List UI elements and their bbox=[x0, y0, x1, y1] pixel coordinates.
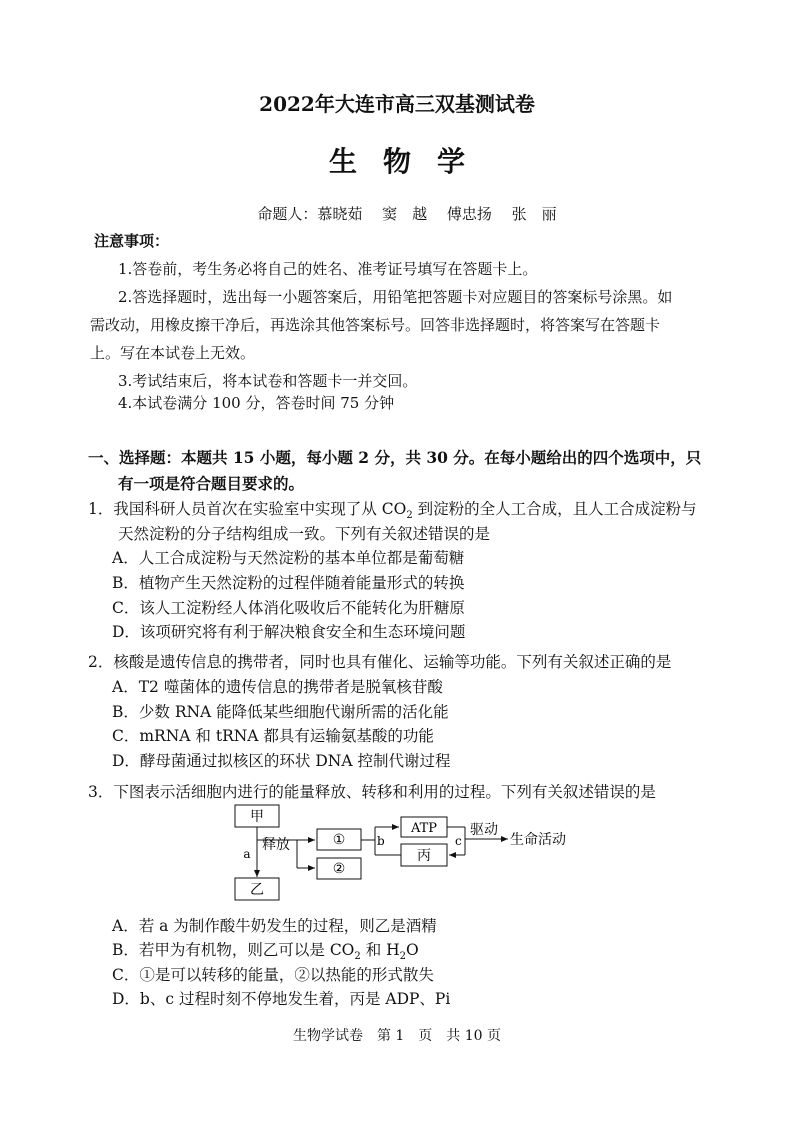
label-atp: ATP bbox=[410, 821, 438, 836]
notice-item-4: 4.本试卷满分 100 分，答卷时间 75 分钟 bbox=[118, 394, 395, 412]
notice-item-3: 3.考试结束后，将本试卷和答题卡一并交回。 bbox=[118, 372, 418, 390]
notice-item-2-line-2: 需改动，用橡皮擦干净后，再选涂其他答案标号。回答非选择题时，将答案写在答题卡 bbox=[90, 316, 661, 334]
section-1-heading-cont: 有一项是符合题目要求的。 bbox=[118, 474, 305, 493]
label-yi: 乙 bbox=[250, 882, 264, 898]
page-footer: 生物学试卷 第 1 页 共 10 页 bbox=[292, 1028, 502, 1044]
authors-line: 命题人：慕晓茹 窦 越 傅忠扬 张 丽 bbox=[257, 205, 557, 223]
label-drive: 驱动 bbox=[470, 822, 498, 838]
energy-flow-diagram bbox=[225, 800, 605, 906]
label-b: b bbox=[377, 834, 385, 848]
q3-option-a: A．若 a 为制作酸牛奶发生的过程，则乙是酒精 bbox=[112, 917, 437, 935]
section-1-heading: 一、选择题：本题共 15 小题，每小题 2 分，共 30 分。在每小题给出的四个选项中，只 bbox=[88, 448, 702, 467]
q3-stem: 3．下图表示活细胞内进行的能量释放、转移和利用的过程。下列有关叙述错误的是 bbox=[88, 783, 656, 801]
notice-item-2-line-3: 上。写在本试卷上无效。 bbox=[90, 344, 256, 362]
label-life: 生命活动 bbox=[510, 832, 566, 848]
label-c: c bbox=[455, 834, 462, 848]
subject-title: 生物学 bbox=[328, 145, 491, 178]
label-one: ① bbox=[332, 832, 346, 848]
label-bing: 丙 bbox=[417, 848, 431, 864]
notice-item-1: 1.答卷前，考生务必将自己的姓名、准考证号填写在答题卡上。 bbox=[118, 260, 538, 278]
q2-option-b: B．少数 RNA 能降低某些细胞代谢所需的活化能 bbox=[112, 703, 449, 721]
q2-option-c: C．mRNA 和 tRNA 都具有运输氨基酸的功能 bbox=[112, 727, 434, 745]
q1-option-c: C．该人工淀粉经人体消化吸收后不能转化为肝糖原 bbox=[112, 599, 465, 617]
notice-item-2-line-1: 2.答选择题时，选出每一小题答案后，用铅笔把答题卡对应题目的答案标号涂黑。如 bbox=[118, 288, 673, 306]
label-jia: 甲 bbox=[250, 809, 264, 825]
q2-option-a: A．T2 噬菌体的遗传信息的携带者是脱氧核苷酸 bbox=[112, 678, 443, 696]
q1-option-d: D．该项研究将有利于解决粮食安全和生态环境问题 bbox=[112, 623, 466, 641]
q3-option-d: D．b、c 过程时刻不停地发生着，丙是 ADP、Pi bbox=[112, 990, 451, 1008]
q1-stem-line-2: 天然淀粉的分子结构组成一致。下列有关叙述错误的是 bbox=[118, 525, 491, 543]
label-two: ② bbox=[332, 861, 346, 877]
q1-option-b: B．植物产生天然淀粉的过程伴随着能量形式的转换 bbox=[112, 574, 465, 592]
q1-stem-line-1: 1．我国科研人员首次在实验室中实现了从 $CO_2$ 到淀粉的全人工合成，且人工合成淀粉与 bbox=[88, 500, 697, 522]
q2-option-d: D．酵母菌通过拟核区的环状 DNA 控制代谢过程 bbox=[112, 752, 451, 770]
q1-option-a: A．人工合成淀粉与天然淀粉的基本单位都是葡萄糖 bbox=[112, 549, 465, 567]
q3-option-c: C．①是可以转移的能量，②以热能的形式散失 bbox=[112, 966, 434, 984]
exam-title: 2022年大连市高三双基测试卷 bbox=[259, 92, 535, 116]
label-a: a bbox=[243, 847, 251, 861]
label-release: 释放 bbox=[262, 837, 290, 853]
q2-stem: 2．核酸是遗传信息的携带者，同时也具有催化、运输等功能。下列有关叙述正确的是 bbox=[88, 653, 672, 671]
q3-option-b: B．若甲为有机物，则乙可以是 $CO_2$ 和 $H_2O$ bbox=[112, 941, 419, 963]
notice-heading: 注意事项： bbox=[94, 232, 170, 250]
